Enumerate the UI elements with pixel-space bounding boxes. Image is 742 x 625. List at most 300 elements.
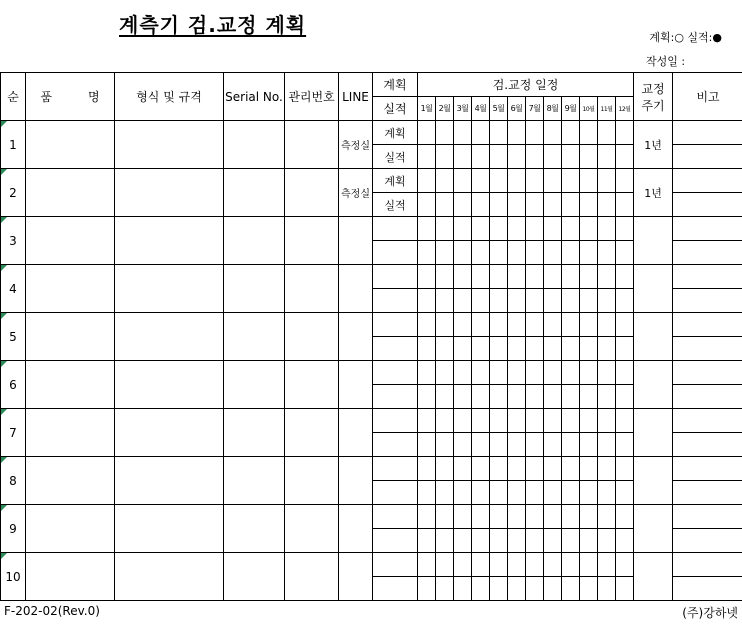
plan-month-cell[interactable] [616,553,634,577]
plan-month-cell[interactable] [562,457,580,481]
plan-month-cell[interactable] [508,361,526,385]
plan-month-cell[interactable] [490,361,508,385]
actual-month-cell[interactable] [508,193,526,217]
actual-month-cell[interactable] [616,145,634,169]
line-cell[interactable] [339,505,373,553]
plan-month-cell[interactable] [526,553,544,577]
actual-month-cell[interactable] [508,433,526,457]
plan-month-cell[interactable] [580,169,598,193]
plan-month-cell[interactable] [454,457,472,481]
spec-cell[interactable] [115,361,224,409]
plan-month-cell[interactable] [508,553,526,577]
actual-month-cell[interactable] [472,481,490,505]
actual-month-cell[interactable] [616,385,634,409]
plan-month-cell[interactable] [472,361,490,385]
actual-month-cell[interactable] [472,385,490,409]
plan-month-cell[interactable] [580,361,598,385]
spec-cell[interactable] [115,457,224,505]
cycle-cell[interactable] [634,409,673,457]
actual-month-cell[interactable] [490,385,508,409]
plan-month-cell[interactable] [472,169,490,193]
actual-month-cell[interactable] [616,577,634,601]
actual-month-cell[interactable] [562,529,580,553]
actual-month-cell[interactable] [580,481,598,505]
spec-cell[interactable] [115,505,224,553]
actual-month-cell[interactable] [436,433,454,457]
serial-cell[interactable] [224,505,285,553]
actual-month-cell[interactable] [490,529,508,553]
plan-month-cell[interactable] [418,169,436,193]
actual-month-cell[interactable] [418,529,436,553]
actual-month-cell[interactable] [544,289,562,313]
actual-month-cell[interactable] [580,241,598,265]
serial-cell[interactable] [224,121,285,169]
plan-month-cell[interactable] [490,121,508,145]
actual-month-cell[interactable] [598,289,616,313]
actual-month-cell[interactable] [490,337,508,361]
actual-month-cell[interactable] [472,145,490,169]
plan-month-cell[interactable] [508,217,526,241]
actual-month-cell[interactable] [436,481,454,505]
plan-month-cell[interactable] [436,313,454,337]
actual-month-cell[interactable] [544,577,562,601]
plan-month-cell[interactable] [598,457,616,481]
plan-month-cell[interactable] [544,457,562,481]
actual-month-cell[interactable] [508,241,526,265]
plan-month-cell[interactable] [418,265,436,289]
actual-month-cell[interactable] [490,481,508,505]
actual-month-cell[interactable] [454,577,472,601]
actual-month-cell[interactable] [598,433,616,457]
actual-month-cell[interactable] [454,337,472,361]
line-cell[interactable] [339,313,373,361]
remark-cell[interactable] [673,169,742,193]
remark-cell[interactable] [673,241,742,265]
plan-month-cell[interactable] [526,265,544,289]
plan-month-cell[interactable] [580,505,598,529]
actual-month-cell[interactable] [562,289,580,313]
actual-month-cell[interactable] [454,241,472,265]
actual-month-cell[interactable] [544,385,562,409]
plan-month-cell[interactable] [598,169,616,193]
actual-month-cell[interactable] [526,529,544,553]
serial-cell[interactable] [224,217,285,265]
cycle-cell[interactable] [634,265,673,313]
plan-month-cell[interactable] [616,265,634,289]
actual-month-cell[interactable] [526,385,544,409]
cycle-cell[interactable]: 1년 [634,121,673,169]
serial-cell[interactable] [224,361,285,409]
actual-month-cell[interactable] [616,337,634,361]
actual-month-cell[interactable] [598,193,616,217]
plan-month-cell[interactable] [490,265,508,289]
plan-month-cell[interactable] [562,217,580,241]
plan-month-cell[interactable] [472,457,490,481]
actual-month-cell[interactable] [508,529,526,553]
item-name-cell[interactable] [26,121,115,169]
serial-cell[interactable] [224,553,285,601]
remark-cell[interactable] [673,433,742,457]
plan-month-cell[interactable] [418,361,436,385]
actual-month-cell[interactable] [598,481,616,505]
actual-month-cell[interactable] [454,289,472,313]
actual-month-cell[interactable] [562,193,580,217]
plan-month-cell[interactable] [454,217,472,241]
actual-month-cell[interactable] [418,481,436,505]
plan-month-cell[interactable] [544,313,562,337]
actual-month-cell[interactable] [508,337,526,361]
plan-month-cell[interactable] [436,553,454,577]
actual-month-cell[interactable] [526,433,544,457]
remark-cell[interactable] [673,145,742,169]
remark-cell[interactable] [673,409,742,433]
plan-month-cell[interactable] [544,121,562,145]
actual-month-cell[interactable] [490,289,508,313]
line-cell[interactable] [339,457,373,505]
plan-month-cell[interactable] [472,313,490,337]
plan-month-cell[interactable] [490,409,508,433]
actual-month-cell[interactable] [526,337,544,361]
spec-cell[interactable] [115,169,224,217]
remark-cell[interactable] [673,313,742,337]
actual-month-cell[interactable] [418,385,436,409]
actual-month-cell[interactable] [436,241,454,265]
plan-month-cell[interactable] [418,505,436,529]
line-cell[interactable] [339,265,373,313]
plan-month-cell[interactable] [598,265,616,289]
plan-month-cell[interactable] [544,553,562,577]
actual-month-cell[interactable] [526,481,544,505]
plan-month-cell[interactable] [580,265,598,289]
mgmt-no-cell[interactable] [285,409,339,457]
actual-month-cell[interactable] [508,577,526,601]
plan-month-cell[interactable] [490,169,508,193]
actual-month-cell[interactable] [580,577,598,601]
plan-month-cell[interactable] [472,121,490,145]
actual-month-cell[interactable] [544,193,562,217]
plan-month-cell[interactable] [490,217,508,241]
plan-month-cell[interactable] [454,505,472,529]
actual-month-cell[interactable] [616,193,634,217]
plan-month-cell[interactable] [454,169,472,193]
remark-cell[interactable] [673,265,742,289]
actual-month-cell[interactable] [418,145,436,169]
plan-month-cell[interactable] [418,457,436,481]
actual-month-cell[interactable] [562,241,580,265]
item-name-cell[interactable] [26,169,115,217]
plan-month-cell[interactable] [544,265,562,289]
actual-month-cell[interactable] [562,385,580,409]
actual-month-cell[interactable] [562,433,580,457]
item-name-cell[interactable] [26,409,115,457]
actual-month-cell[interactable] [436,529,454,553]
actual-month-cell[interactable] [436,289,454,313]
mgmt-no-cell[interactable] [285,169,339,217]
plan-month-cell[interactable] [616,505,634,529]
remark-cell[interactable] [673,529,742,553]
actual-month-cell[interactable] [454,433,472,457]
cycle-cell[interactable] [634,457,673,505]
actual-month-cell[interactable] [562,337,580,361]
actual-month-cell[interactable] [472,529,490,553]
mgmt-no-cell[interactable] [285,361,339,409]
actual-month-cell[interactable] [472,577,490,601]
spec-cell[interactable] [115,121,224,169]
mgmt-no-cell[interactable] [285,553,339,601]
plan-month-cell[interactable] [580,409,598,433]
actual-month-cell[interactable] [544,337,562,361]
mgmt-no-cell[interactable] [285,121,339,169]
actual-month-cell[interactable] [526,193,544,217]
actual-month-cell[interactable] [544,145,562,169]
plan-month-cell[interactable] [562,553,580,577]
plan-month-cell[interactable] [580,121,598,145]
remark-cell[interactable] [673,505,742,529]
actual-month-cell[interactable] [562,145,580,169]
actual-month-cell[interactable] [454,529,472,553]
actual-month-cell[interactable] [418,289,436,313]
actual-month-cell[interactable] [472,337,490,361]
line-cell[interactable] [339,553,373,601]
remark-cell[interactable] [673,577,742,601]
plan-month-cell[interactable] [616,121,634,145]
actual-month-cell[interactable] [598,337,616,361]
actual-month-cell[interactable] [454,385,472,409]
actual-month-cell[interactable] [472,193,490,217]
cycle-cell[interactable] [634,313,673,361]
actual-month-cell[interactable] [472,241,490,265]
serial-cell[interactable] [224,313,285,361]
plan-month-cell[interactable] [544,505,562,529]
actual-month-cell[interactable] [508,481,526,505]
plan-month-cell[interactable] [562,313,580,337]
item-name-cell[interactable] [26,265,115,313]
mgmt-no-cell[interactable] [285,457,339,505]
cycle-cell[interactable] [634,553,673,601]
line-cell[interactable] [339,361,373,409]
actual-month-cell[interactable] [418,577,436,601]
plan-month-cell[interactable] [472,505,490,529]
line-cell[interactable] [339,217,373,265]
cycle-cell[interactable]: 1년 [634,169,673,217]
actual-month-cell[interactable] [472,433,490,457]
actual-month-cell[interactable] [454,481,472,505]
serial-cell[interactable] [224,409,285,457]
actual-month-cell[interactable] [418,241,436,265]
plan-month-cell[interactable] [526,361,544,385]
plan-month-cell[interactable] [490,505,508,529]
remark-cell[interactable] [673,385,742,409]
actual-month-cell[interactable] [418,433,436,457]
plan-month-cell[interactable] [472,217,490,241]
actual-month-cell[interactable] [580,529,598,553]
actual-month-cell[interactable] [580,385,598,409]
plan-month-cell[interactable] [598,313,616,337]
serial-cell[interactable] [224,457,285,505]
item-name-cell[interactable] [26,505,115,553]
actual-month-cell[interactable] [508,385,526,409]
remark-cell[interactable] [673,289,742,313]
plan-month-cell[interactable] [418,409,436,433]
actual-month-cell[interactable] [526,241,544,265]
actual-month-cell[interactable] [490,145,508,169]
plan-month-cell[interactable] [490,313,508,337]
plan-month-cell[interactable] [490,457,508,481]
plan-month-cell[interactable] [526,121,544,145]
actual-month-cell[interactable] [580,433,598,457]
plan-month-cell[interactable] [616,409,634,433]
plan-month-cell[interactable] [526,457,544,481]
actual-month-cell[interactable] [490,577,508,601]
actual-month-cell[interactable] [526,289,544,313]
line-cell[interactable] [339,409,373,457]
plan-month-cell[interactable] [598,217,616,241]
actual-month-cell[interactable] [598,241,616,265]
mgmt-no-cell[interactable] [285,505,339,553]
plan-month-cell[interactable] [436,409,454,433]
actual-month-cell[interactable] [508,145,526,169]
plan-month-cell[interactable] [436,121,454,145]
actual-month-cell[interactable] [436,193,454,217]
plan-month-cell[interactable] [580,457,598,481]
plan-month-cell[interactable] [472,553,490,577]
remark-cell[interactable] [673,337,742,361]
actual-month-cell[interactable] [544,241,562,265]
plan-month-cell[interactable] [598,121,616,145]
actual-month-cell[interactable] [508,289,526,313]
plan-month-cell[interactable] [490,553,508,577]
actual-month-cell[interactable] [544,481,562,505]
actual-month-cell[interactable] [598,577,616,601]
plan-month-cell[interactable] [598,505,616,529]
plan-month-cell[interactable] [472,265,490,289]
plan-month-cell[interactable] [454,265,472,289]
plan-month-cell[interactable] [454,361,472,385]
actual-month-cell[interactable] [562,481,580,505]
remark-cell[interactable] [673,217,742,241]
plan-month-cell[interactable] [436,457,454,481]
mgmt-no-cell[interactable] [285,313,339,361]
cycle-cell[interactable] [634,361,673,409]
line-cell[interactable]: 측정실 [339,169,373,217]
remark-cell[interactable] [673,457,742,481]
actual-month-cell[interactable] [490,193,508,217]
plan-month-cell[interactable] [544,169,562,193]
actual-month-cell[interactable] [598,145,616,169]
plan-month-cell[interactable] [454,121,472,145]
actual-month-cell[interactable] [616,529,634,553]
plan-month-cell[interactable] [562,169,580,193]
plan-month-cell[interactable] [616,457,634,481]
plan-month-cell[interactable] [580,553,598,577]
actual-month-cell[interactable] [472,289,490,313]
actual-month-cell[interactable] [544,433,562,457]
plan-month-cell[interactable] [544,217,562,241]
plan-month-cell[interactable] [508,121,526,145]
plan-month-cell[interactable] [436,361,454,385]
plan-month-cell[interactable] [454,313,472,337]
plan-month-cell[interactable] [418,313,436,337]
plan-month-cell[interactable] [508,457,526,481]
spec-cell[interactable] [115,217,224,265]
plan-month-cell[interactable] [598,361,616,385]
plan-month-cell[interactable] [526,313,544,337]
serial-cell[interactable] [224,169,285,217]
plan-month-cell[interactable] [436,505,454,529]
plan-month-cell[interactable] [580,313,598,337]
plan-month-cell[interactable] [472,409,490,433]
mgmt-no-cell[interactable] [285,265,339,313]
actual-month-cell[interactable] [418,193,436,217]
plan-month-cell[interactable] [436,217,454,241]
plan-month-cell[interactable] [526,217,544,241]
plan-month-cell[interactable] [418,217,436,241]
remark-cell[interactable] [673,481,742,505]
actual-month-cell[interactable] [562,577,580,601]
actual-month-cell[interactable] [436,145,454,169]
item-name-cell[interactable] [26,217,115,265]
actual-month-cell[interactable] [616,241,634,265]
plan-month-cell[interactable] [616,217,634,241]
plan-month-cell[interactable] [436,265,454,289]
actual-month-cell[interactable] [436,385,454,409]
actual-month-cell[interactable] [580,193,598,217]
actual-month-cell[interactable] [454,145,472,169]
actual-month-cell[interactable] [580,337,598,361]
plan-month-cell[interactable] [616,313,634,337]
plan-month-cell[interactable] [562,361,580,385]
cycle-cell[interactable] [634,217,673,265]
plan-month-cell[interactable] [508,313,526,337]
actual-month-cell[interactable] [580,145,598,169]
plan-month-cell[interactable] [598,553,616,577]
actual-month-cell[interactable] [580,289,598,313]
serial-cell[interactable] [224,265,285,313]
actual-month-cell[interactable] [436,577,454,601]
actual-month-cell[interactable] [526,577,544,601]
actual-month-cell[interactable] [490,433,508,457]
actual-month-cell[interactable] [598,529,616,553]
plan-month-cell[interactable] [508,409,526,433]
actual-month-cell[interactable] [616,289,634,313]
actual-month-cell[interactable] [616,481,634,505]
plan-month-cell[interactable] [562,409,580,433]
remark-cell[interactable] [673,121,742,145]
remark-cell[interactable] [673,553,742,577]
plan-month-cell[interactable] [508,505,526,529]
spec-cell[interactable] [115,409,224,457]
remark-cell[interactable] [673,193,742,217]
plan-month-cell[interactable] [562,265,580,289]
item-name-cell[interactable] [26,553,115,601]
plan-month-cell[interactable] [436,169,454,193]
actual-month-cell[interactable] [616,433,634,457]
item-name-cell[interactable] [26,313,115,361]
spec-cell[interactable] [115,265,224,313]
spec-cell[interactable] [115,313,224,361]
plan-month-cell[interactable] [418,553,436,577]
plan-month-cell[interactable] [508,265,526,289]
mgmt-no-cell[interactable] [285,217,339,265]
plan-month-cell[interactable] [580,217,598,241]
actual-month-cell[interactable] [436,337,454,361]
plan-month-cell[interactable] [508,169,526,193]
plan-month-cell[interactable] [454,553,472,577]
plan-month-cell[interactable] [454,409,472,433]
plan-month-cell[interactable] [562,121,580,145]
plan-month-cell[interactable] [418,121,436,145]
plan-month-cell[interactable] [616,361,634,385]
